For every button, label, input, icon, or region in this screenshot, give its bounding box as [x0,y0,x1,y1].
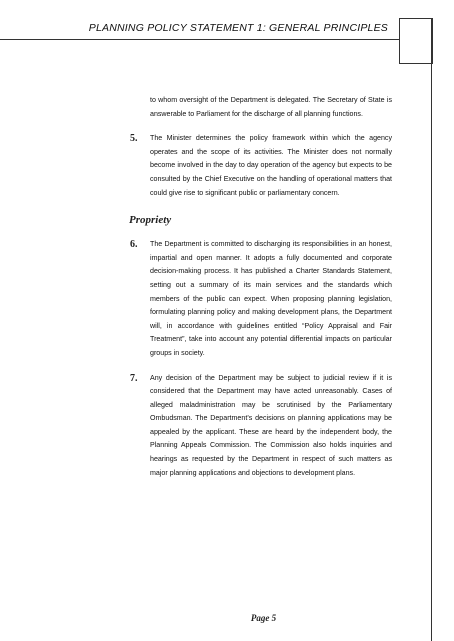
page-number: Page 5 [250,613,277,623]
paragraph-6 [130,238,392,360]
paragraph-number: 7. [130,372,138,384]
corner-tab-box [399,18,433,64]
paragraph-text: Any decision of the Department may be subject to judicial review if it is considered that the Department may have acted unreasonably. Cases of alleged maladministration may be scrutinised by the Parliamentary Ombudsman. The Department’s decisions on planning applications may be appealed by the applicant. These are heard by the independent body, the Planning Appeals Commission. The Commission also holds inquiries and hearings as requested by the Department in respect of such matters as major planning applications and objections to development plans. [150,373,392,477]
paragraph-number: 5. [130,133,138,145]
continuation-paragraph: to whom oversight of the Department is delegated. The Secretary of State is answerable to Parliament for the discharge of all planning functions. [150,96,392,118]
paragraph-5 [130,132,392,200]
running-header-title: PLANNING POLICY STATEMENT 1: GENERAL PRINCIPLES [88,22,388,34]
paragraph-text: The Department is committed to discharging its responsibilities in an honest, impartial and open manner. It adopts a fully documented and corporate decision-making process. It has published a Charter Standards Statement, setting out a summary of its main services and the standards which members of the public can expect. When proposing planning legislation, formulating planning policy and making development plans, the Department will, in accordance with guidelines entitled “Policy Appraisal and Fair Treatment”, take into account any potential differential impacts on particular groups in society. [150,240,392,357]
paragraph-text: The Minister determines the policy framework within which the agency operates and the scope of its activities. The Minister does not normally become involved in the day to day operation of the agency but expects to be consulted by the Chief Executive on the handling of operational matters that could give rise to significant public or parliamentary concern. [150,134,392,197]
paragraph-number: 6. [130,239,138,251]
page-body [129,94,392,480]
margin-rule [431,18,432,641]
header-rule [0,39,400,40]
paragraph-7 [130,372,392,481]
section-heading-propriety: Propriety [129,214,172,227]
